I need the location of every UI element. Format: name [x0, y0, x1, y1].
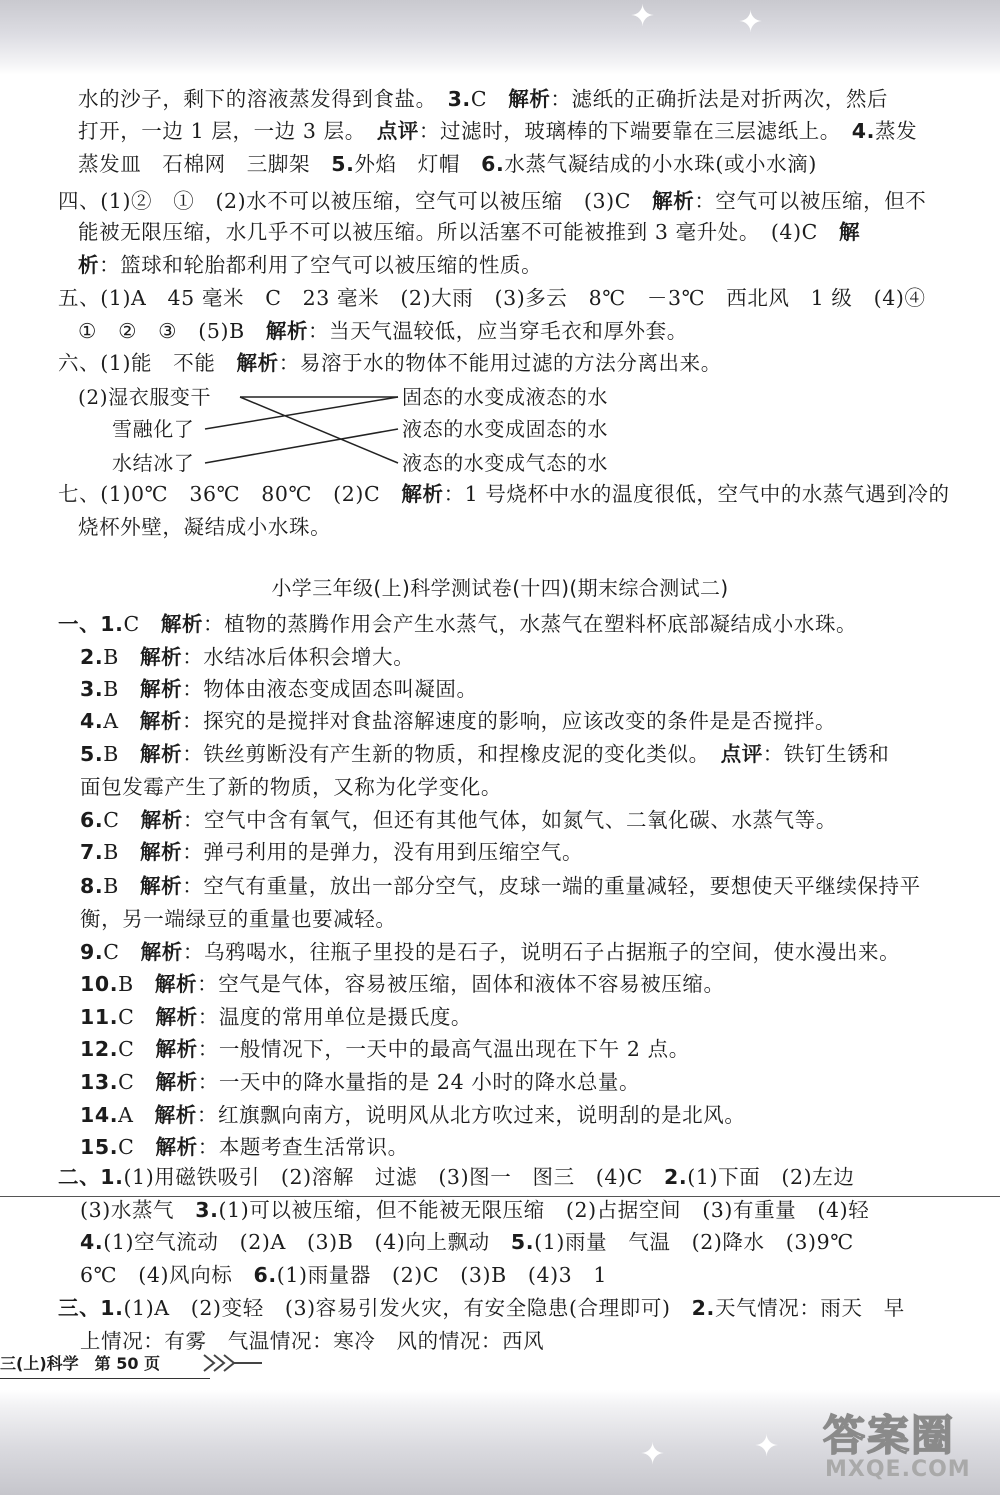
bold-marker: 解析 — [139, 709, 182, 733]
section-title: 小学三年级(上)科学测试卷(十四)(期末综合测试二) — [271, 576, 729, 600]
bold-marker: 解析 — [265, 319, 309, 343]
bold-marker: 解析 — [401, 482, 444, 506]
line-text: 上情况：有雾 气温情况：寒冷 风的情况：西风 — [80, 1329, 545, 1353]
bold-marker: 9. — [80, 940, 104, 964]
line-text: ：探究的是搅拌对食盐溶解速度的影响，应该改变的条件是是否搅拌。 — [181, 709, 837, 733]
line-text: ：1 号烧杯中水的温度很低，空气中的水蒸气遇到冷的 — [443, 482, 950, 506]
bold-marker: 10. — [80, 972, 119, 996]
line-text: 面包发霉产生了新的物质，又称为化学变化。 — [80, 775, 502, 799]
bold-marker: 7. — [80, 840, 104, 864]
text-line — [80, 839, 583, 865]
line-text: B — [103, 840, 141, 864]
bold-marker: 8. — [80, 874, 104, 898]
line-text: (3)水蒸气 — [80, 1198, 196, 1222]
line-text: 烧杯外壁，凝结成小水珠。 — [78, 515, 332, 539]
bold-marker: 2. — [80, 645, 104, 669]
text-line — [80, 873, 921, 899]
text-line — [80, 1036, 690, 1062]
bold-marker: 解 — [839, 220, 861, 244]
bold-marker: 解析 — [140, 645, 183, 669]
bold-marker: 解析 — [160, 612, 204, 636]
line-text: C — [118, 1005, 156, 1029]
bold-marker: 13. — [80, 1070, 119, 1094]
text-line — [80, 1102, 745, 1128]
fold-line — [0, 1196, 1000, 1197]
bold-marker: 解析 — [154, 1103, 197, 1127]
bold-marker: 解析 — [154, 972, 198, 996]
sparkle-icon: ✦ — [640, 1437, 666, 1472]
line-text: 五、(1)A 45 毫米 C 23 毫米 (2)大雨 (3)多云 8℃ －3℃ 西北风 1 级 (4)④ — [58, 286, 926, 310]
text-line — [80, 774, 502, 800]
line-text: ：空气中含有氧气，但还有其他气体，如氮气、二氧化碳、水蒸气等。 — [182, 808, 837, 832]
line-text: ：空气可以被压缩，但不 — [694, 189, 927, 213]
chevron-arrows-icon — [202, 1349, 266, 1377]
bold-marker: 解析 — [140, 677, 183, 701]
bold-marker: 解析 — [652, 189, 695, 213]
line-text: ：过滤时，玻璃棒的下端要靠在三层滤纸上。 — [418, 119, 852, 143]
line-text: (1)A (2)变轻 (3)容易引发火灾，有安全隐患(合理即可) — [123, 1296, 692, 1320]
connector-line — [205, 429, 398, 463]
bold-marker: 2. — [691, 1296, 715, 1320]
line-text: 蒸发皿 石棉网 三脚架 — [78, 152, 332, 176]
watermark — [815, 1395, 995, 1490]
bold-marker: 4. — [80, 709, 104, 733]
line-text: ：铁钉生锈和 — [762, 742, 890, 766]
line-text: 外焰 灯帽 — [354, 152, 482, 176]
line-text: B — [103, 645, 141, 669]
line-text: ：本题考查生活常识。 — [197, 1135, 409, 1159]
line-text: 天气情况：雨天 早 — [714, 1296, 905, 1320]
line-text: B — [103, 874, 141, 898]
match-right-1: 固态的水变成液态的水 — [402, 385, 608, 409]
line-text: 打开，一边 1 层，一边 3 层。 — [78, 119, 377, 143]
text-line — [80, 644, 414, 670]
line-text: ：一天中的降水量指的是 24 小时的降水总量。 — [197, 1070, 641, 1094]
line-text: 四、(1)② ① (2)水不可以被压缩，空气可以被压缩 (3)C — [58, 189, 653, 213]
match-left-1: (2)湿衣服变干 — [78, 385, 212, 409]
text-line — [58, 481, 950, 507]
line-text: 水的沙子，剩下的溶液蒸发得到食盐。 — [78, 87, 448, 111]
line-text: A — [118, 1103, 155, 1127]
text-line — [80, 906, 397, 932]
bold-marker: 析 — [78, 253, 100, 277]
match-left-3: 水结冰了 — [112, 451, 195, 475]
bold-marker: 二、1. — [58, 1165, 124, 1189]
text-line — [80, 741, 889, 767]
bold-marker: 解析 — [140, 940, 183, 964]
line-text: ：滤纸的正确折法是对折两次，然后 — [550, 87, 889, 111]
bold-marker: 解析 — [155, 1005, 198, 1029]
matching-connector-lines — [0, 0, 1000, 500]
text-line — [80, 971, 725, 997]
line-text: B — [118, 972, 155, 996]
line-text: ：温度的常用单位是摄氏度。 — [197, 1005, 473, 1029]
text-line — [80, 1134, 409, 1160]
line-text: ：空气是气体，容易被压缩，固体和液体不容易被压缩。 — [197, 972, 725, 996]
text-line — [80, 1069, 640, 1095]
bold-marker: 5. — [331, 152, 355, 176]
bold-marker: 4. — [80, 1230, 104, 1254]
bold-marker: 解析 — [236, 351, 279, 375]
bold-marker: 解析 — [155, 1037, 198, 1061]
bold-marker: 6. — [80, 808, 104, 832]
line-text: 能被无限压缩，水几乎不可以被压缩。所以活塞不可能被推到 3 毫升处。 (4)C — [78, 220, 840, 244]
bold-marker: 点评 — [376, 119, 419, 143]
bold-marker: 14. — [80, 1103, 119, 1127]
line-text: C — [103, 940, 141, 964]
line-text: 六、(1)能 不能 — [58, 351, 237, 375]
connector-line — [205, 397, 398, 429]
bold-marker: 解析 — [155, 1070, 198, 1094]
bold-marker: 4. — [851, 119, 876, 143]
page-footer — [0, 1351, 160, 1377]
text-line — [80, 807, 837, 833]
bold-marker: 6. — [481, 152, 505, 176]
match-left-2: 雪融化了 — [112, 417, 195, 441]
line-text: ：水结冰后体积会增大。 — [182, 645, 415, 669]
bold-marker: 15. — [80, 1135, 119, 1159]
bold-marker: 5. — [80, 742, 104, 766]
line-text: A — [103, 709, 140, 733]
bold-marker: 6. — [253, 1263, 277, 1287]
line-text: (1)可以被压缩，但不能被无限压缩 (2)占据空间 (3)有重量 (4)轻 — [218, 1198, 870, 1222]
bold-marker: 3. — [80, 677, 104, 701]
bold-marker: 解析 — [140, 742, 183, 766]
bold-marker: 解析 — [140, 874, 183, 898]
bold-marker: 解析 — [155, 1135, 198, 1159]
watermark-logo: 答案圈 — [823, 1411, 956, 1460]
line-text: ：植物的蒸腾作用会产生水蒸气，水蒸气在塑料杯底部凝结成小水珠。 — [203, 612, 858, 636]
line-text: C — [470, 87, 509, 111]
bold-marker: 点评 — [720, 742, 763, 766]
match-right-2: 液态的水变成固态的水 — [402, 417, 608, 441]
line-text: C — [103, 808, 141, 832]
line-text: (1)雨量器 (2)C (3)B (4)3 1 — [276, 1263, 608, 1287]
line-text: ：空气有重量，放出一部分空气，皮球一端的重量减轻，要想使天平继续保持平 — [182, 874, 921, 898]
bold-marker: 11. — [80, 1005, 119, 1029]
sparkle-icon: ✦ — [754, 1429, 780, 1464]
text-line — [80, 1262, 607, 1288]
match-right-3: 液态的水变成气态的水 — [402, 451, 608, 475]
line-text: (1)雨量 气温 (2)降水 (3)9℃ — [534, 1230, 854, 1254]
footer-rule — [0, 1378, 210, 1379]
sparkle-icon: ✦ — [738, 5, 764, 40]
bold-marker: 3. — [195, 1198, 219, 1222]
line-text: ：篮球和轮胎都利用了空气可以被压缩的性质。 — [99, 253, 543, 277]
line-text: 水蒸气凝结成的小水珠(或小水滴) — [504, 152, 817, 176]
line-text: (1)下面 (2)左边 — [687, 1165, 855, 1189]
bold-marker: 12. — [80, 1037, 119, 1061]
line-text: 七、(1)0℃ 36℃ 80℃ (2)C — [58, 482, 402, 506]
line-text: B — [103, 677, 141, 701]
text-line — [58, 1164, 854, 1190]
text-line — [80, 676, 478, 702]
line-text: C — [118, 1135, 156, 1159]
line-text: C — [118, 1037, 156, 1061]
line-text: ：弹弓利用的是弹力，没有用到压缩空气。 — [182, 840, 584, 864]
text-line — [80, 1197, 869, 1223]
line-text: C — [123, 612, 161, 636]
text-line — [58, 1295, 905, 1321]
line-text: ：物体由液态变成固态叫凝固。 — [182, 677, 478, 701]
bold-marker: 三、1. — [58, 1296, 124, 1320]
text-line — [78, 514, 331, 540]
line-text: ：一般情况下，一天中的最高气温出现在下午 2 点。 — [197, 1037, 690, 1061]
line-text: C — [118, 1070, 156, 1094]
line-text: B — [103, 742, 141, 766]
line-text: ：乌鸦喝水，往瓶子里投的是石子，说明石子占据瓶子的空间，使水漫出来。 — [182, 940, 901, 964]
line-text: ：铁丝剪断没有产生新的物质，和捏橡皮泥的变化类似。 — [182, 742, 721, 766]
line-text: ：当天气温较低，应当穿毛衣和厚外套。 — [308, 319, 688, 343]
line-text: 衡，另一端绿豆的重量也要减轻。 — [80, 907, 397, 931]
line-text: ① ② ③ (5)B — [78, 319, 266, 343]
text-line — [58, 611, 857, 637]
bold-marker: 5. — [510, 1230, 535, 1254]
bold-marker: 解析 — [140, 808, 183, 832]
line-text: 6℃ (4)风向标 — [80, 1263, 254, 1287]
bold-marker: 一、1. — [58, 612, 124, 636]
bold-marker: 2. — [664, 1165, 688, 1189]
line-text: ：易溶于水的物体不能用过滤的方法分离出来。 — [278, 351, 722, 375]
watermark-url: MXQE.COM — [825, 1457, 971, 1482]
text-line — [80, 1004, 472, 1030]
footer-label: 三(上)科学 第 50 页 — [0, 1354, 161, 1373]
line-text: ：红旗飘向南方，说明风从北方吹过来，说明刮的是北风。 — [196, 1103, 746, 1127]
line-text: (1)用磁铁吸引 (2)溶解 过滤 (3)图一 图三 (4)C — [123, 1165, 664, 1189]
bold-marker: 解析 — [508, 87, 551, 111]
line-text: (1)空气流动 (2)A (3)B (4)向上飘动 — [103, 1230, 511, 1254]
bold-marker: 解析 — [140, 840, 183, 864]
sparkle-icon: ✦ — [630, 0, 656, 34]
bold-marker: 3. — [447, 87, 471, 111]
text-line — [80, 939, 900, 965]
line-text: 蒸发 — [875, 119, 918, 143]
text-line — [80, 708, 836, 734]
text-line — [80, 1229, 854, 1255]
